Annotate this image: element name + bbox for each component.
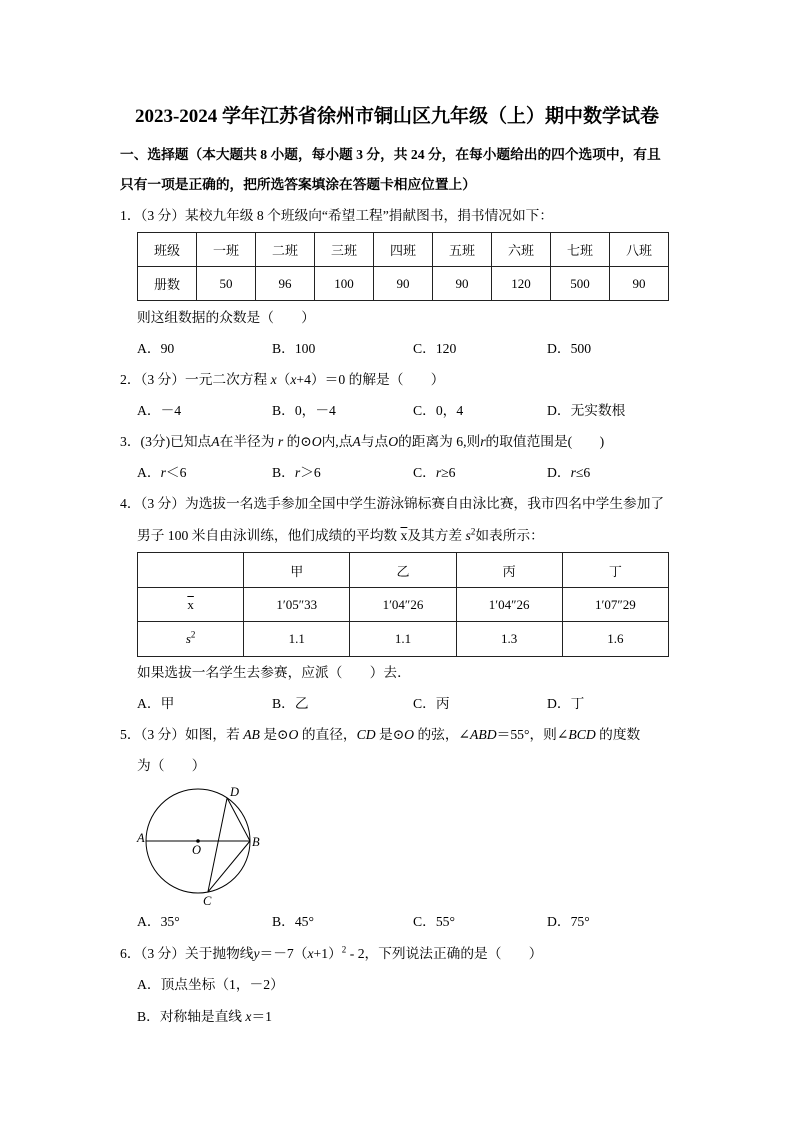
variable-y: y bbox=[253, 946, 260, 961]
q5-stem-line-1 bbox=[120, 725, 640, 745]
label-a: A bbox=[137, 831, 145, 845]
table-cell: 50 bbox=[197, 267, 256, 301]
variable-o: O bbox=[404, 727, 415, 742]
variable-o: O bbox=[388, 434, 399, 449]
q6-stem bbox=[120, 944, 542, 964]
table-cell: 100 bbox=[315, 267, 374, 301]
option-value: ＜6 bbox=[165, 465, 187, 480]
table-cell: 二班 bbox=[256, 233, 315, 267]
q2-option-d: D．无实数根 bbox=[547, 403, 626, 418]
label-o: O bbox=[192, 843, 202, 857]
q1-option-b: B．100 bbox=[272, 341, 316, 356]
angle-abd: ABD bbox=[470, 727, 497, 742]
stem-text: 的度数 bbox=[595, 727, 641, 742]
q3-option-b bbox=[272, 463, 321, 483]
table-cell: 七班 bbox=[551, 233, 610, 267]
stem-text: 的直径， bbox=[298, 727, 357, 742]
exponent: 2 bbox=[341, 944, 347, 955]
variable-a: A bbox=[211, 434, 220, 449]
stem-text: 的弦，∠ bbox=[414, 727, 471, 742]
variable-x: x bbox=[307, 946, 314, 961]
option-value: ≥6 bbox=[441, 465, 456, 480]
stem-text: ＝55°，则∠ bbox=[496, 727, 569, 742]
stem-text: 的距离为 6,则 bbox=[398, 434, 481, 449]
variable-r: r bbox=[294, 465, 301, 480]
stem-text: ＝－7（ bbox=[259, 946, 308, 961]
table-cell: 乙 bbox=[350, 553, 456, 588]
stem-text: 是⊙ bbox=[259, 727, 289, 742]
q2-option-b: B．0，－4 bbox=[272, 403, 336, 418]
stem-text: 5．（3 分）如图，若 bbox=[120, 727, 244, 742]
stem-text: 在半径为 bbox=[219, 434, 278, 449]
variable-r: r bbox=[435, 465, 442, 480]
q2-stem bbox=[120, 370, 444, 390]
variable-r: r bbox=[277, 434, 284, 449]
table-cell: 1′04″26 bbox=[456, 588, 562, 622]
q3-option-a bbox=[137, 463, 186, 483]
segment-cd: CD bbox=[356, 727, 376, 742]
stem-text: 3．(3分)已知点 bbox=[120, 434, 212, 449]
q5-circle-figure bbox=[130, 780, 270, 910]
option-value: ＞6 bbox=[300, 465, 321, 480]
table-cell: 90 bbox=[374, 267, 433, 301]
q2-option-a: A．－4 bbox=[137, 403, 182, 418]
q1-option-d: D．500 bbox=[547, 341, 592, 356]
segment-ab: AB bbox=[243, 727, 260, 742]
q1-question: 则这组数据的众数是（ ） bbox=[137, 310, 315, 325]
table-cell: 1′05″33 bbox=[244, 588, 350, 622]
chord-bd bbox=[227, 798, 250, 841]
table-row-header bbox=[138, 233, 669, 267]
table-row-mean bbox=[138, 588, 669, 622]
table-row bbox=[138, 267, 669, 301]
q3-option-c bbox=[413, 463, 456, 483]
q5-option-b: B．45° bbox=[272, 914, 314, 929]
option-value: ＝1 bbox=[251, 1009, 272, 1024]
table-cell: 1′07″29 bbox=[562, 588, 668, 622]
label-c: C bbox=[203, 894, 212, 908]
stem-text: 6．（3 分）关于抛物线 bbox=[120, 946, 254, 961]
variance-symbol: s bbox=[465, 528, 471, 543]
stem-text: 2．（3 分）一元二次方程 bbox=[120, 372, 271, 387]
q4-option-a: A．甲 bbox=[137, 696, 175, 711]
table-cell: 500 bbox=[551, 267, 610, 301]
mean-symbol: $\overline{x}$ bbox=[187, 596, 194, 612]
option-letter: D． bbox=[547, 465, 571, 480]
q1-stem: 1．（3 分）某校九年级 8 个班级向“希望工程”捐献图书，捐书情况如下： bbox=[120, 208, 554, 223]
variable-x: x bbox=[290, 372, 297, 387]
mean-symbol: $\overline{x}$ bbox=[400, 528, 408, 543]
stem-text: 及其方差 bbox=[407, 528, 466, 543]
table-cell: 1′04″26 bbox=[350, 588, 456, 622]
q5-option-c: C．55° bbox=[413, 914, 455, 929]
table-cell: 1.1 bbox=[244, 622, 350, 657]
chord-cd bbox=[208, 798, 227, 892]
table-cell-label bbox=[138, 622, 244, 657]
table-cell: 三班 bbox=[315, 233, 374, 267]
stem-text: 内,点 bbox=[321, 434, 353, 449]
table-cell-label bbox=[138, 588, 244, 622]
q6-option-b bbox=[137, 1007, 272, 1027]
q5-option-d: D．75° bbox=[547, 914, 590, 929]
table-cell: 96 bbox=[256, 267, 315, 301]
variable-a: A bbox=[352, 434, 361, 449]
page-title: 2023-2024 学年江苏省徐州市铜山区九年级（上）期中数学试卷 bbox=[134, 106, 660, 127]
q4-results-table bbox=[137, 552, 669, 657]
table-cell: 一班 bbox=[197, 233, 256, 267]
table-cell: 八班 bbox=[610, 233, 669, 267]
stem-text: +4）＝0 的解是（ ） bbox=[296, 372, 445, 387]
stem-text: 的取值范围是( ) bbox=[485, 434, 605, 449]
angle-bcd: BCD bbox=[568, 727, 596, 742]
table-cell-empty bbox=[138, 553, 244, 588]
variable-o: O bbox=[311, 434, 322, 449]
table-cell: 1.6 bbox=[562, 622, 668, 657]
table-cell: 甲 bbox=[244, 553, 350, 588]
exponent: 2 bbox=[470, 526, 476, 537]
stem-text: 如表所示： bbox=[475, 528, 544, 543]
stem-text: （ bbox=[276, 372, 291, 387]
q3-stem bbox=[120, 432, 604, 452]
stem-text: 男子 100 米自由泳训练，他们成绩的平均数 bbox=[137, 528, 401, 543]
table-cell: 班级 bbox=[138, 233, 197, 267]
table-cell: 90 bbox=[433, 267, 492, 301]
q2-option-c: C．0，4 bbox=[413, 403, 464, 418]
table-cell: 120 bbox=[492, 267, 551, 301]
table-cell: 六班 bbox=[492, 233, 551, 267]
q4-option-d: D．丁 bbox=[547, 696, 585, 711]
q4-stem-line-2 bbox=[137, 526, 544, 546]
label-b: B bbox=[252, 835, 260, 849]
q1-donation-table bbox=[137, 232, 669, 301]
table-cell: 90 bbox=[610, 267, 669, 301]
variable-o: O bbox=[288, 727, 299, 742]
q4-option-c: C．丙 bbox=[413, 696, 450, 711]
table-row-variance bbox=[138, 622, 669, 657]
table-cell: 五班 bbox=[433, 233, 492, 267]
q6-option-a: A．顶点坐标（1，－2） bbox=[137, 977, 284, 992]
option-letter: B． bbox=[272, 465, 295, 480]
variable-r: r bbox=[480, 434, 486, 449]
variable-r: r bbox=[570, 465, 576, 480]
stem-text: +1） bbox=[313, 946, 342, 961]
stem-text: - 2，下列说法正确的是（ ） bbox=[346, 946, 543, 961]
q4-stem-line-1: 4．（3 分）为选拔一名选手参加全国中学生游泳锦标赛自由泳比赛，我市四名中学生参加了 bbox=[120, 496, 665, 511]
option-letter: A． bbox=[137, 465, 161, 480]
variable-r: r bbox=[160, 465, 166, 480]
option-value: ≤6 bbox=[575, 465, 591, 480]
q1-option-c: C．120 bbox=[413, 341, 457, 356]
q4-question: 如果选拔一名学生去参赛，应派（ ）去． bbox=[137, 665, 411, 680]
option-letter: C． bbox=[413, 465, 436, 480]
table-cell: 1.3 bbox=[456, 622, 562, 657]
section-heading-line-1: 一、选择题（本大题共 8 小题，每小题 3 分，共 24 分，在每小题给出的四个选项中，有且 bbox=[120, 147, 661, 162]
q5-stem-line-2: 为（ ） bbox=[137, 758, 206, 773]
q3-option-d bbox=[547, 463, 590, 483]
section-heading-line-2: 只有一项是正确的，把所选答案填涂在答题卡相应位置上） bbox=[120, 177, 476, 192]
table-cell: 1.1 bbox=[350, 622, 456, 657]
label-d: D bbox=[230, 785, 240, 799]
q4-option-b: B．乙 bbox=[272, 696, 309, 711]
table-row-header bbox=[138, 553, 669, 588]
exponent: 2 bbox=[190, 629, 196, 640]
stem-text: 与点 bbox=[360, 434, 389, 449]
q5-option-a: A．35° bbox=[137, 914, 180, 929]
variance-symbol: s bbox=[185, 631, 191, 646]
q1-option-a: A．90 bbox=[137, 341, 175, 356]
variable-x: x bbox=[270, 372, 277, 387]
stem-text: 是⊙ bbox=[375, 727, 405, 742]
variable-x: x bbox=[245, 1009, 252, 1024]
stem-text: 的⊙ bbox=[283, 434, 312, 449]
table-cell: 册数 bbox=[138, 267, 197, 301]
option-text: B．对称轴是直线 bbox=[137, 1009, 246, 1024]
table-cell: 丁 bbox=[562, 553, 668, 588]
table-cell: 四班 bbox=[374, 233, 433, 267]
table-cell: 丙 bbox=[456, 553, 562, 588]
